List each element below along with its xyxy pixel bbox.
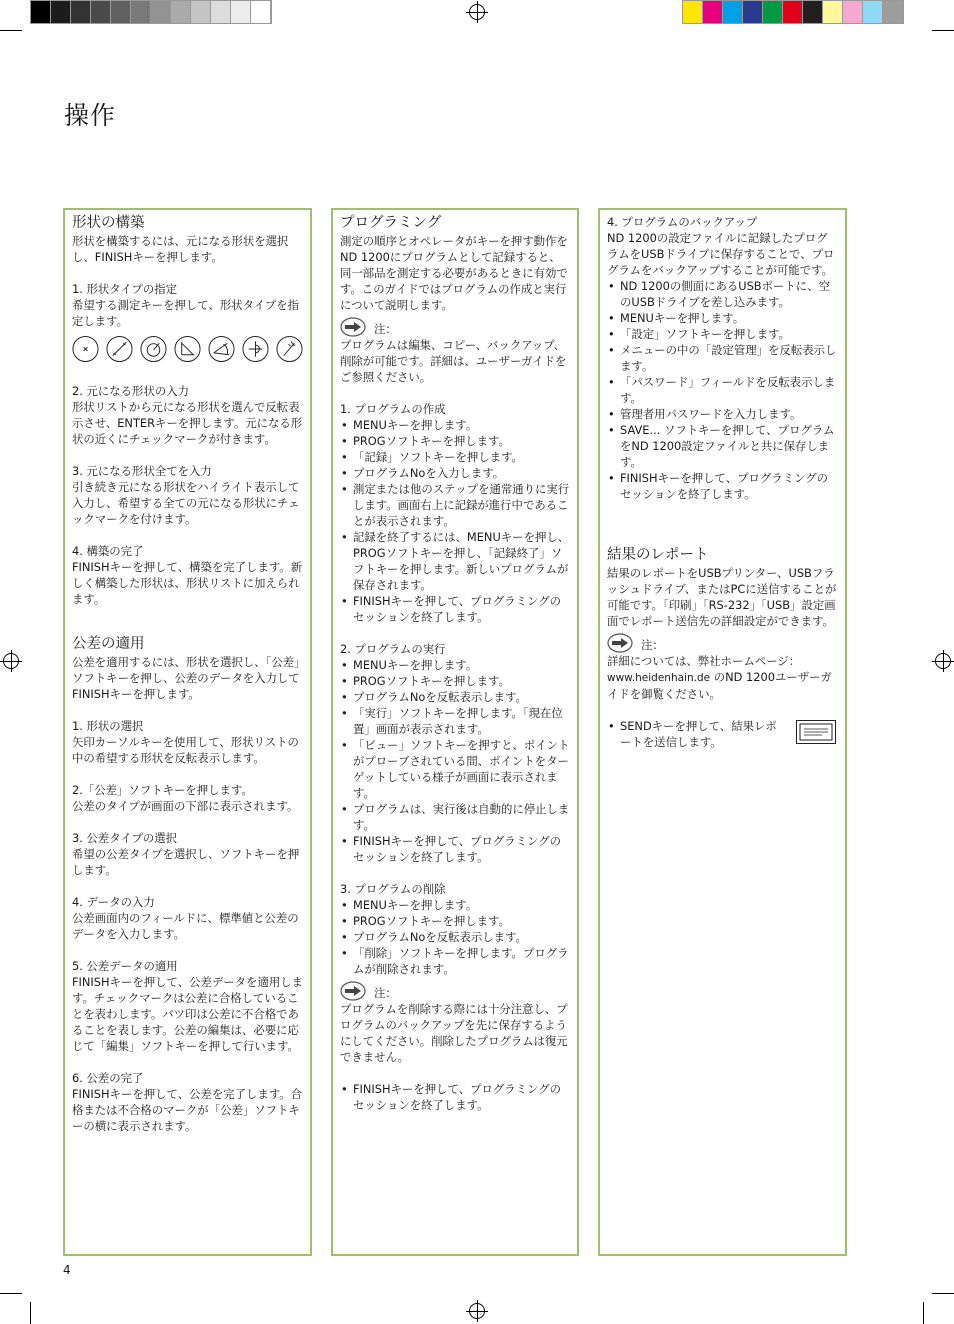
list-item: • ND 1200の側面にあるUSBポートに、空のUSBドライブを差し込みます。 xyxy=(607,278,838,310)
note-text-part: のND 1200ユーザーガイドを御覧ください。 xyxy=(607,670,832,701)
color-swatch xyxy=(231,1,251,23)
grayscale-color-bar xyxy=(30,0,272,24)
send-row xyxy=(607,718,838,750)
list-item: • FINISHキーを押して、プログラミングのセッションを終了します。 xyxy=(607,470,838,502)
paragraph: 公差のタイプが画面の下部に表示されます。 xyxy=(72,799,299,813)
color-swatch xyxy=(743,1,763,23)
note-text: プログラムは編集、コピー、バックアップ、削除が可能です。詳細は、ユーザーガイドをご参照ください。 xyxy=(340,338,567,384)
color-swatch xyxy=(111,1,131,23)
step-heading: 1. 形状の選択 xyxy=(72,719,144,733)
color-swatch xyxy=(91,1,111,23)
list-item: • プログラムNoを反転表示します。 xyxy=(340,689,570,705)
note-header xyxy=(607,633,838,653)
step-heading: 5. 公差データの適用 xyxy=(72,959,178,973)
list-item: • MENUキーを押します。 xyxy=(607,310,838,326)
section-title-programming: プログラミング xyxy=(340,215,442,231)
paragraph: 形状リストから元になる形状を選んで反転表示させ、ENTERキーを押します。元になる形状の近くにチェックマークが付きます。 xyxy=(72,400,303,446)
color-swatch xyxy=(783,1,803,23)
note-label: 注： xyxy=(641,638,664,652)
step-heading: 4. プログラムのバックアップ xyxy=(607,215,758,229)
color-swatch xyxy=(211,1,231,23)
paragraph: 測定の順序とオペレータがキーを押す動作をND 1200にプログラムとして記録すると、同一部品を測定する必要があるときに有効です。このガイドではプログラムの作成と実行について説明します。 xyxy=(340,234,568,312)
note-label: 注： xyxy=(374,986,397,1000)
paragraph: FINISHキーを押して、公差データを適用します。チェックマークは公差に合格していることを表わします。バツ印は公差に不合格であることを表します。公差の編集は、必要に応じて「編集」ソフトキーを押して行います。 xyxy=(72,975,304,1053)
crop-mark xyxy=(932,1293,954,1294)
note-text xyxy=(607,653,838,702)
line-icon xyxy=(106,335,133,363)
paragraph: 形状を構築するには、元になる形状を選択し、FINISHキーを押します。 xyxy=(72,234,289,264)
registration-mark-icon xyxy=(469,1303,485,1319)
step-heading: 2. プログラムの実行 xyxy=(340,642,446,656)
list-item: • PROGソフトキーを押します。 xyxy=(340,673,570,689)
list-item: • 「ビュー」ソフトキーを押すと、ポイントがプローブされている間、ポイントをターゲットしている様子が画面に表示されます。 xyxy=(340,737,570,801)
color-swatch xyxy=(191,1,211,23)
list-item: • 「設定」ソフトキーを押します。 xyxy=(607,326,838,342)
arrow-right-icon xyxy=(340,317,366,337)
section-title-construct: 形状の構築 xyxy=(72,215,145,231)
color-swatch xyxy=(51,1,71,23)
send-key-icon xyxy=(796,720,836,744)
paragraph: 引き続き元になる形状をハイライト表示して入力し、希望する全ての元になる形状にチェックマークを付けます。 xyxy=(72,480,300,526)
list-item: • MENUキーを押します。 xyxy=(340,897,570,913)
page-number: 4 xyxy=(63,1263,71,1277)
section-title-report: 結果のレポート xyxy=(607,547,709,563)
arrow-right-icon xyxy=(607,633,633,653)
point-icon xyxy=(72,335,99,363)
plane-icon xyxy=(276,335,303,363)
list-item: • メニューの中の「設定管理」を反転表示します。 xyxy=(607,342,838,374)
step-heading: 4. 構築の完了 xyxy=(72,544,144,558)
list-item: • 測定または他のステップを通常通りに実行します。画面右上に記録が進行中であることが表示されます。 xyxy=(340,481,570,529)
measure-key-icons xyxy=(72,335,303,363)
crop-mark xyxy=(0,30,22,31)
delete-steps-list xyxy=(340,897,570,977)
paragraph: 希望の公差タイプを選択し、ソフトキーを押します。 xyxy=(72,847,300,877)
paragraph: 公差を適用するには、形状を選択し、「公差」ソフトキーを押し、公差のデータを入力してFINISHキーを押します。 xyxy=(72,655,300,701)
paragraph: FINISHキーを押して、公差を完了します。合格または不合格のマークが「公差」ソフトキーの横に表示されます。 xyxy=(72,1087,303,1133)
column-programming xyxy=(331,208,579,1256)
step-heading: 2.「公差」ソフトキーを押します。 xyxy=(72,783,253,797)
color-swatch xyxy=(31,1,51,23)
note-header xyxy=(340,981,570,1001)
note-header xyxy=(340,317,570,337)
list-item: • PROGソフトキーを押します。 xyxy=(340,913,570,929)
send-steps-list xyxy=(607,718,782,750)
color-swatch xyxy=(251,1,271,23)
color-swatch xyxy=(703,1,723,23)
list-item: • SAVE... ソフトキーを押して、プログラムをND 1200設定ファイルと共に保存します。 xyxy=(607,422,838,470)
step-heading: 6. 公差の完了 xyxy=(72,1071,144,1085)
color-swatch xyxy=(683,1,703,23)
arrow-right-icon xyxy=(340,981,366,1001)
create-steps-list xyxy=(340,417,570,625)
list-item: • SENDキーを押して、結果レポートを送信します。 xyxy=(607,718,782,750)
list-item: • 「削除」ソフトキーを押します。プログラムが削除されます。 xyxy=(340,945,570,977)
registration-mark-icon xyxy=(469,4,485,20)
section-title-tolerance: 公差の適用 xyxy=(72,636,145,652)
list-item: • MENUキーを押します。 xyxy=(340,657,570,673)
color-swatch xyxy=(71,1,91,23)
color-swatch xyxy=(803,1,823,23)
page-title: 操作 xyxy=(64,101,117,130)
list-item: • 記録を終了するには、MENUキーを押し、PROGソフトキーを押し、「記録終了」ソフトキーを押します。新しいプログラムが保存されます。 xyxy=(340,529,570,593)
list-item: • 「実行」ソフトキーを押します。「現在位置」画面が表示されます。 xyxy=(340,705,570,737)
crop-mark xyxy=(923,1302,924,1324)
color-swatch xyxy=(823,1,843,23)
paragraph: 公差画面内のフィールドに、標準値と公差のデータを入力します。 xyxy=(72,911,299,941)
process-color-bar xyxy=(682,0,904,24)
step-heading: 1. プログラムの作成 xyxy=(340,402,446,416)
arc-icon xyxy=(208,335,235,363)
list-item: • 管理者用パスワードを入力します。 xyxy=(607,406,838,422)
list-item: • 「パスワード」フィールドを反転表示します。 xyxy=(607,374,838,406)
list-item: • 「記録」ソフトキーを押します。 xyxy=(340,449,570,465)
color-swatch xyxy=(171,1,191,23)
step-heading: 3. プログラムの削除 xyxy=(340,882,446,896)
crop-mark xyxy=(932,30,954,31)
list-item: • FINISHキーを押して、プログラミングのセッションを終了します。 xyxy=(340,593,570,625)
finish-steps-list xyxy=(340,1081,570,1113)
step-heading: 2. 元になる形状の入力 xyxy=(72,384,190,398)
paragraph: FINISHキーを押して、構築を完了します。新しく構築した形状は、形状リストに加えられます。 xyxy=(72,560,303,606)
color-swatch xyxy=(863,1,883,23)
note-text-part: 詳細については、弊社ホームページ： xyxy=(607,654,801,668)
note-label: 注： xyxy=(374,322,397,336)
crop-mark xyxy=(30,1302,31,1324)
registration-mark-icon xyxy=(935,653,951,669)
column-backup-report xyxy=(598,208,847,1256)
website-link[interactable]: www.heidenhain.de xyxy=(607,672,711,684)
paragraph: ND 1200の設定ファイルに記録したプログラムをUSBドライブに保存することで、プログラムをバックアップすることが可能です。 xyxy=(607,231,835,277)
run-steps-list xyxy=(340,657,570,865)
color-swatch xyxy=(131,1,151,23)
list-item: • プログラムは、実行後は自動的に停止します。 xyxy=(340,801,570,833)
paragraph: 希望する測定キーを押して、形状タイプを指定します。 xyxy=(72,298,300,328)
color-swatch xyxy=(843,1,863,23)
paragraph: 結果のレポートをUSBプリンター、USBフラッシュドライブ、またはPCに送信することが可能です。「印刷」「RS-232」「USB」設定画面でレポート送信先の詳細設定ができます。 xyxy=(607,566,837,628)
list-item: • プログラムNoを入力します。 xyxy=(340,465,570,481)
note-text: プログラムを削除する際には十分注意し、プログラムのバックアップを先に保存するようにしてください。削除したプログラムは復元できません。 xyxy=(340,1002,568,1064)
crop-mark xyxy=(0,1293,22,1294)
color-swatch xyxy=(151,1,171,23)
list-item: • FINISHキーを押して、プログラミングのセッションを終了します。 xyxy=(340,1081,570,1113)
step-heading: 1. 形状タイプの指定 xyxy=(72,282,178,296)
circle-icon xyxy=(140,335,167,363)
color-swatch xyxy=(723,1,743,23)
backup-steps-list xyxy=(607,278,838,502)
distance-icon xyxy=(242,335,269,363)
step-heading: 4. データの入力 xyxy=(72,895,155,909)
list-item: • プログラムNoを反転表示します。 xyxy=(340,929,570,945)
list-item: • MENUキーを押します。 xyxy=(340,417,570,433)
step-heading: 3. 公差タイプの選択 xyxy=(72,831,178,845)
angle-icon xyxy=(174,335,201,363)
paragraph: 矢印カーソルキーを使用して、形状リストの中の希望する形状を反転表示します。 xyxy=(72,735,299,765)
registration-mark-icon xyxy=(3,653,19,669)
step-heading: 3. 元になる形状全てを入力 xyxy=(72,464,212,478)
color-swatch xyxy=(883,1,903,23)
list-item: • PROGソフトキーを押します。 xyxy=(340,433,570,449)
column-construct-tolerance xyxy=(63,208,312,1256)
color-swatch xyxy=(763,1,783,23)
list-item: • FINISHキーを押して、プログラミングのセッションを終了します。 xyxy=(340,833,570,865)
